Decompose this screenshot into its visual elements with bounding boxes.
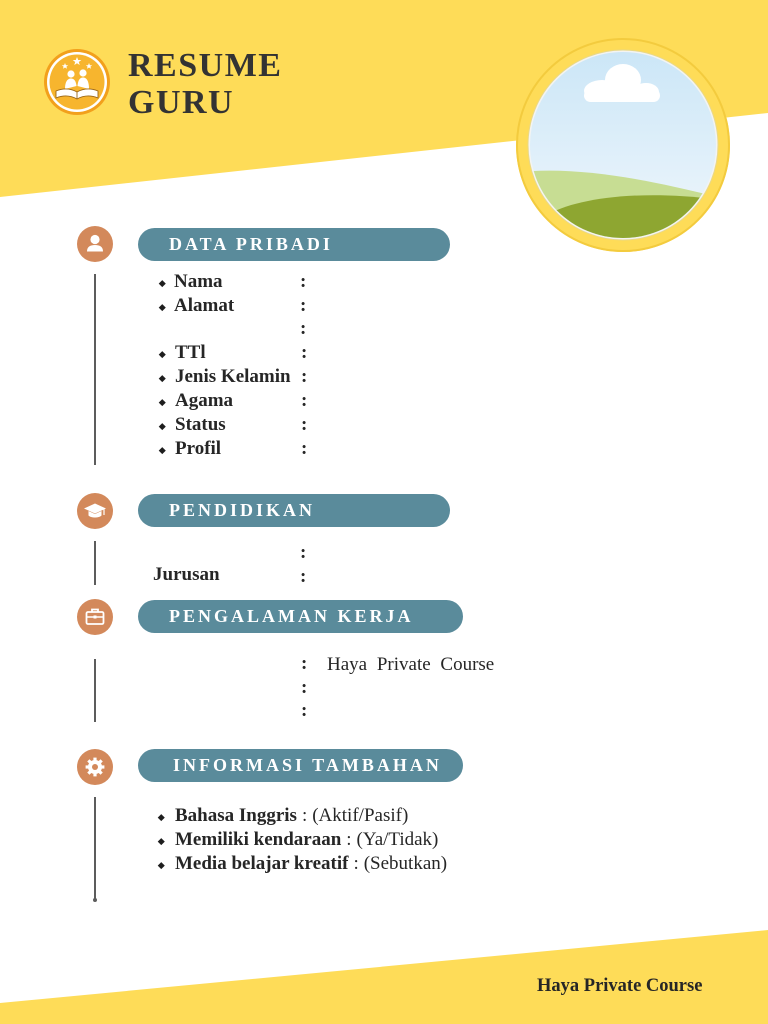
briefcase-icon-graphic bbox=[77, 599, 113, 635]
timeline-line bbox=[94, 659, 96, 722]
info-item bbox=[175, 804, 408, 828]
person-icon bbox=[77, 226, 113, 262]
info-item-label: Bahasa Inggris bbox=[175, 805, 297, 826]
briefcase-icon bbox=[77, 599, 113, 635]
timeline-line bbox=[94, 797, 96, 900]
title-line-1: RESUME bbox=[128, 47, 283, 84]
section-heading-informasi-tambahan: INFORMASI TAMBAHAN bbox=[138, 749, 463, 782]
gear-icon bbox=[77, 749, 113, 785]
field-label-agama: Agama bbox=[175, 390, 234, 411]
field-separator: : bbox=[301, 700, 308, 721]
profile-photo-placeholder bbox=[516, 38, 730, 260]
info-item bbox=[175, 828, 438, 852]
field-label-alamat: Alamat bbox=[174, 295, 235, 316]
timeline-end-dot bbox=[93, 898, 97, 902]
field-label-status: Status bbox=[175, 414, 226, 435]
field-label-ttl: TTl bbox=[175, 342, 206, 363]
section-heading-data-pribadi: DATA PRIBADI bbox=[138, 228, 450, 261]
field-separator: : bbox=[301, 390, 308, 411]
field-separator: : bbox=[300, 318, 307, 339]
timeline-line bbox=[94, 541, 96, 585]
section-heading-pendidikan: PENDIDIKAN bbox=[138, 494, 450, 527]
field-separator: : bbox=[300, 542, 307, 563]
field-separator: : bbox=[301, 366, 308, 387]
field-label-jenis-kelamin: Jenis Kelamin bbox=[175, 366, 291, 387]
info-item-label: Media belajar kreatif bbox=[175, 853, 349, 874]
field-separator: : bbox=[301, 438, 308, 459]
field-separator: : bbox=[300, 295, 307, 316]
info-item-value: (Aktif/Pasif) bbox=[312, 805, 409, 826]
person-icon-graphic bbox=[77, 226, 113, 262]
field-separator: : bbox=[301, 414, 308, 435]
gear-icon-graphic bbox=[77, 749, 113, 785]
field-separator: : bbox=[301, 342, 308, 363]
info-item-label: Memiliki kendaraan bbox=[175, 829, 342, 850]
field-separator: : bbox=[300, 566, 307, 587]
info-item-separator: : bbox=[346, 829, 352, 850]
field-separator: : bbox=[301, 677, 308, 698]
field-label-jurusan: Jurusan bbox=[153, 564, 220, 585]
logo-icon bbox=[43, 48, 111, 116]
school-logo bbox=[43, 48, 111, 116]
info-item-separator: : bbox=[301, 805, 308, 826]
field-label-nama: Nama bbox=[174, 271, 223, 292]
info-item bbox=[175, 852, 447, 876]
info-item-value: (Sebutkan) bbox=[363, 853, 448, 874]
timeline-line bbox=[94, 274, 96, 465]
experience-value: Haya Private Course bbox=[327, 654, 495, 675]
field-label-profil: Profil bbox=[175, 438, 222, 459]
resume-title bbox=[128, 47, 282, 121]
field-separator: : bbox=[300, 271, 307, 292]
graduation-cap-icon-graphic bbox=[77, 493, 113, 529]
footer-brand: Haya Private Course bbox=[537, 976, 703, 996]
info-item-separator: : bbox=[353, 853, 359, 874]
field-separator: : bbox=[301, 653, 308, 674]
info-item-value: (Ya/Tidak) bbox=[356, 829, 439, 850]
title-line-2: GURU bbox=[128, 84, 235, 121]
section-heading-pengalaman-kerja: PENGALAMAN KERJA bbox=[138, 600, 463, 633]
graduation-cap-icon bbox=[77, 493, 113, 529]
